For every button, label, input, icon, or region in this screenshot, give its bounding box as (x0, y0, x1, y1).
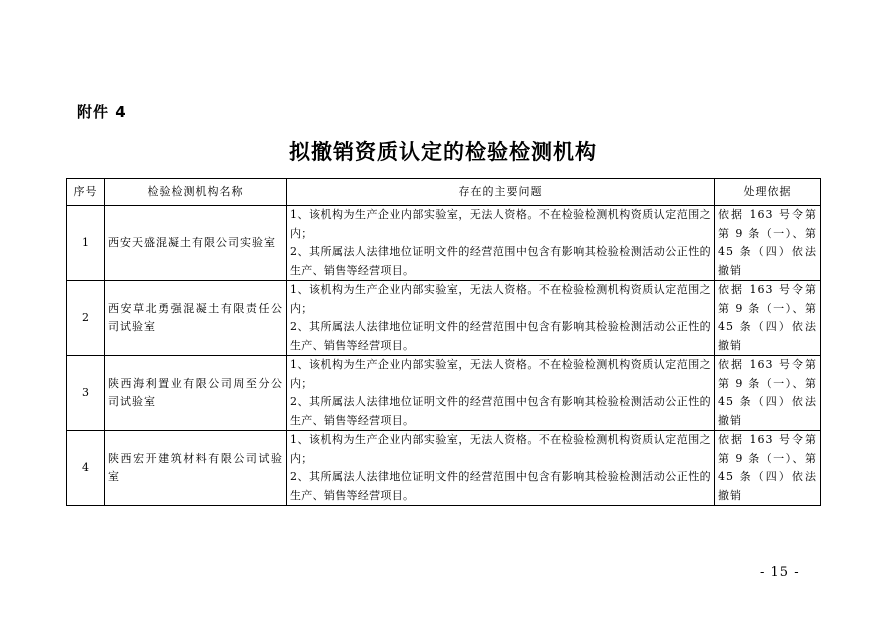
page-number: - 15 - (760, 565, 800, 580)
problem-cell (287, 206, 715, 281)
problem-cell (287, 431, 715, 506)
basis-cell: 依据 163 号令第第 9 条（一）、第 45 条（四）依法撤销 (715, 431, 821, 506)
problem-cell (287, 281, 715, 356)
basis-cell: 依据 163 号令第第 9 条（一）、第 45 条（四）依法撤销 (715, 281, 821, 356)
document-title: 拟撤销资质认定的检验检测机构 (289, 140, 597, 164)
row-index: 1 (67, 206, 105, 281)
problem-item: 2、其所属法人法律地位证明文件的经营范围中包含有影响其检验检测活动公正性的生产、销售等经营项目。 (290, 245, 711, 277)
institutions-table (66, 178, 821, 506)
table-row (67, 431, 821, 506)
attachment-label: 附件 4 (77, 103, 127, 121)
institution-name: 陕西宏开建筑材料有限公司试验室 (105, 431, 287, 506)
problem-item: 2、其所属法人法律地位证明文件的经营范围中包含有影响其检验检测活动公正性的生产、销售等经营项目。 (290, 395, 711, 427)
header-name: 检验检测机构名称 (105, 179, 287, 206)
row-index: 2 (67, 281, 105, 356)
problem-item: 2、其所属法人法律地位证明文件的经营范围中包含有影响其检验检测活动公正性的生产、销售等经营项目。 (290, 470, 711, 502)
problem-item: 1、该机构为生产企业内部实验室，无法人资格。不在检验检测机构资质认定范围之内； (290, 433, 711, 465)
problem-cell (287, 356, 715, 431)
table-row (67, 356, 821, 431)
institution-name: 陕西海利置业有限公司周至分公司试验室 (105, 356, 287, 431)
institution-name: 西安天盛混凝土有限公司实验室 (105, 206, 287, 281)
row-index: 4 (67, 431, 105, 506)
table-header-row (67, 179, 821, 206)
institution-name: 西安草北勇强混凝土有限责任公司试验室 (105, 281, 287, 356)
table-row (67, 281, 821, 356)
basis-cell: 依据 163 号令第第 9 条（一）、第 45 条（四）依法撤销 (715, 206, 821, 281)
row-index: 3 (67, 356, 105, 431)
problem-item: 2、其所属法人法律地位证明文件的经营范围中包含有影响其检验检测活动公正性的生产、销售等经营项目。 (290, 320, 711, 352)
header-index: 序号 (67, 179, 105, 206)
header-basis: 处理依据 (715, 179, 821, 206)
basis-cell: 依据 163 号令第第 9 条（一）、第 45 条（四）依法撤销 (715, 356, 821, 431)
header-problem: 存在的主要问题 (287, 179, 715, 206)
problem-item: 1、该机构为生产企业内部实验室，无法人资格。不在检验检测机构资质认定范围之内； (290, 208, 711, 240)
problem-item: 1、该机构为生产企业内部实验室，无法人资格。不在检验检测机构资质认定范围之内； (290, 358, 711, 390)
problem-item: 1、该机构为生产企业内部实验室，无法人资格。不在检验检测机构资质认定范围之内； (290, 283, 711, 315)
table-row (67, 206, 821, 281)
